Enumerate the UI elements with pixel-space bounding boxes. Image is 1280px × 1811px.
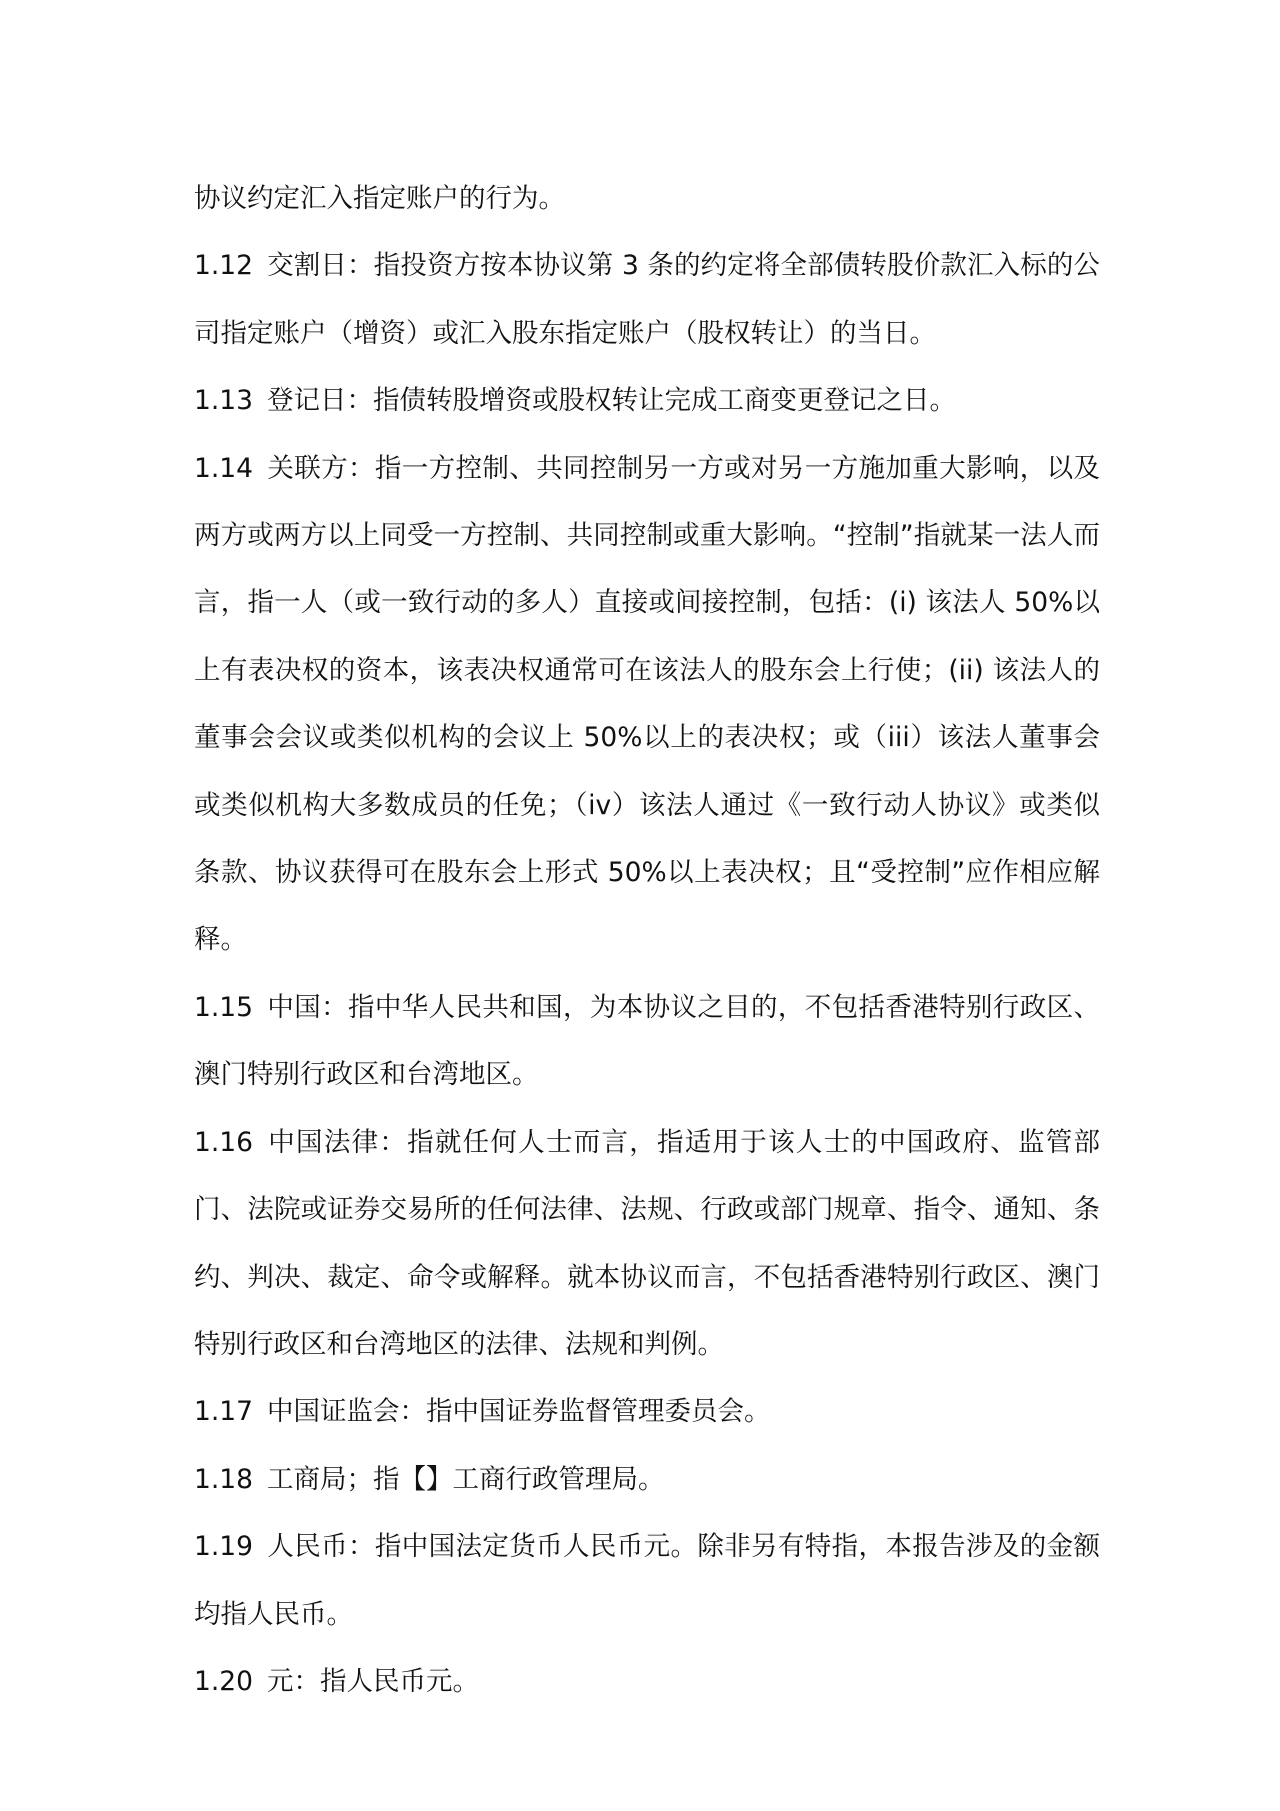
paragraph-text: 协议约定汇入指定账户的行为。 (194, 183, 565, 214)
definition-1-20 (194, 1648, 1100, 1715)
clause-number: 1.12 (194, 250, 254, 282)
clause-text: 关联方：指一方控制、共同控制另一方或对另一方施加重大影响，以及两方或两方以上同受一方控制、共同控制或重大影响。“控制”指就某一法人而言，指一人（或一致行动的多人）直接或间接控制，包括：(i) 该法人 50%以上有表决权的资本，该表决权通常可在该法人的股东会上行使；(ii) 该法人的董事会会议或类似机构的会议上 50%以上的表决权；或（iii）该法人董事会或类似机构大多数成员的任免；（iv）该法人通过《一致行动人协议》或类似条款、协议获得可在股东会上形式 50%以上表决权；且“受控制”应作相应解释。 (194, 452, 1100, 956)
definition-1-13 (194, 367, 1100, 434)
clause-text: 人民币：指中国法定货币人民币元。除非另有特指，本报告涉及的金额均指人民币。 (194, 1531, 1100, 1630)
clause-text: 元：指人民币元。 (267, 1665, 480, 1697)
definition-1-16 (194, 1109, 1100, 1379)
definition-1-17 (194, 1378, 1100, 1445)
clause-number: 1.20 (194, 1665, 254, 1697)
document-body (194, 165, 1100, 1715)
clause-text: 中国：指中华人民共和国，为本协议之目的，不包括香港特别行政区、澳门特别行政区和台湾地区。 (194, 991, 1100, 1091)
clause-text: 工商局；指【】工商行政管理局。 (267, 1463, 665, 1495)
definition-1-15 (194, 974, 1100, 1109)
clause-text: 中国法律：指就任何人士而言，指适用于该人士的中国政府、监管部门、法院或证券交易所的任何法律、法规、行政或部门规章、指令、通知、条约、判决、裁定、命令或解释。就本协议而言，不包括香港特别行政区、澳门特别行政区和台湾地区的法律、法规和判例。 (194, 1126, 1100, 1360)
clause-number: 1.17 (194, 1396, 254, 1428)
clause-text: 登记日：指债转股增资或股权转让完成工商变更登记之日。 (267, 385, 957, 417)
definition-1-12 (194, 232, 1100, 367)
definition-1-19 (194, 1513, 1100, 1648)
clause-text: 中国证监会：指中国证券监督管理委员会。 (267, 1396, 771, 1428)
definition-1-18 (194, 1446, 1100, 1513)
paragraph-continuation (194, 165, 1100, 232)
clause-text: 交割日：指投资方按本协议第 3 条的约定将全部债转股价款汇入标的公司指定账户（增资）或汇入股东指定账户（股权转让）的当日。 (194, 250, 1100, 349)
definition-1-14 (194, 435, 1100, 974)
clause-number: 1.18 (194, 1463, 254, 1495)
clause-number: 1.14 (194, 452, 254, 484)
clause-number: 1.15 (194, 991, 254, 1023)
clause-number: 1.16 (194, 1126, 254, 1158)
clause-number: 1.13 (194, 385, 254, 417)
clause-number: 1.19 (194, 1531, 254, 1563)
